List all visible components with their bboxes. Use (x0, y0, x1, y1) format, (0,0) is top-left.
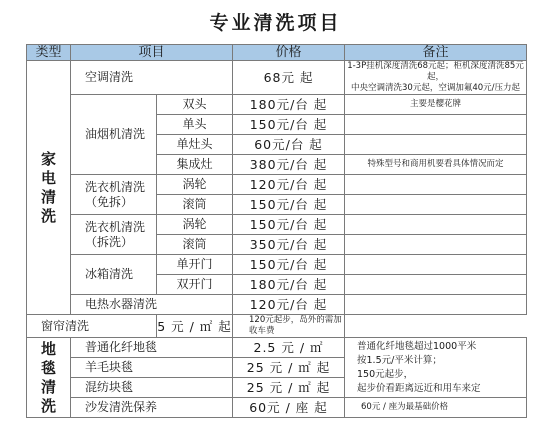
price-ac: 68元 起 (233, 61, 345, 95)
price-washer2-drum: 350元/台 起 (233, 235, 345, 255)
note-ac: 1-3P挂机深度清洗68元起；柜机深度清洗85元起， 中央空调清洗30元起，空调加氟40元/压力起 (345, 61, 527, 95)
category-carpet: 地 毯 清 洗 (27, 338, 71, 418)
note-hood-single (345, 115, 527, 135)
item-sofa: 沙发清洗保养 (71, 398, 233, 418)
table-row (27, 175, 527, 195)
table-row (27, 398, 527, 418)
table-row (27, 215, 527, 235)
table-row (27, 338, 527, 358)
note-washer2-drum (345, 235, 527, 255)
table-row (27, 61, 527, 95)
header-item: 项目 (71, 45, 233, 61)
header-note: 备注 (345, 45, 527, 61)
price-hood-double: 180元/台 起 (233, 95, 345, 115)
item-carpet-synthetic: 普通化纤地毯 (71, 338, 233, 358)
item-carpet-wool: 羊毛块毯 (71, 358, 233, 378)
sub-hood-single-stove: 单灶头 (157, 135, 233, 155)
price-hood-integrated: 380元/台 起 (233, 155, 345, 175)
item-water-heater: 电热水器清洗 (71, 295, 233, 315)
item-washer-nodisassemble: 洗衣机清洗 （免拆） (71, 175, 157, 215)
item-ac: 空调清洗 (71, 61, 233, 95)
item-hood: 油烟机清洗 (71, 95, 157, 175)
sub-hood-single: 单头 (157, 115, 233, 135)
note-hood-single-stove (345, 135, 527, 155)
note-fridge-single (345, 255, 527, 275)
sub-washer1-drum: 滚筒 (157, 195, 233, 215)
price-washer1-impeller: 120元/台 起 (233, 175, 345, 195)
sub-washer1-impeller: 涡轮 (157, 175, 233, 195)
price-table (26, 44, 527, 418)
table-row (27, 95, 527, 115)
sub-washer2-drum: 滚筒 (157, 235, 233, 255)
price-carpet-synthetic: 2.5 元 / ㎡ (233, 338, 345, 358)
price-water-heater: 120元/台 起 (233, 295, 345, 315)
sub-washer2-impeller: 涡轮 (157, 215, 233, 235)
category-home-appliance: 家 电 清 洗 (27, 61, 71, 315)
table-row (27, 255, 527, 275)
note-fridge-double (345, 275, 527, 295)
price-fridge-double: 180元/台 起 (233, 275, 345, 295)
note-washer1-drum (345, 195, 527, 215)
price-sofa: 60元 / 座 起 (233, 398, 345, 418)
price-carpet-blend: 25 元 / ㎡ 起 (233, 378, 345, 398)
note-curtain: 120元起步，岛外的需加收车费 (233, 315, 345, 338)
price-washer1-drum: 150元/台 起 (233, 195, 345, 215)
price-hood-single: 150元/台 起 (233, 115, 345, 135)
price-curtain: 5 元 / ㎡ 起 (157, 315, 233, 338)
table-header-row (27, 45, 527, 61)
note-washer1-impeller (345, 175, 527, 195)
price-fridge-single: 150元/台 起 (233, 255, 345, 275)
note-carpet: 普通化纤地毯超过1000平米 按1.5元/平米计算； 150元起步， 起步价看距离远近和用车来定 (345, 338, 527, 398)
page-title: 专业清洗项目 (209, 12, 342, 34)
note-sofa: 60元 / 座为最基础价格 (345, 398, 527, 418)
header-price: 价格 (233, 45, 345, 61)
header-type: 类型 (27, 45, 71, 61)
table-row (27, 315, 527, 338)
item-carpet-blend: 混纺块毯 (71, 378, 233, 398)
price-washer2-impeller: 150元/台 起 (233, 215, 345, 235)
sub-hood-double: 双头 (157, 95, 233, 115)
price-carpet-wool: 25 元 / ㎡ 起 (233, 358, 345, 378)
table-row (27, 295, 527, 315)
sub-hood-integrated: 集成灶 (157, 155, 233, 175)
sub-fridge-single: 单开门 (157, 255, 233, 275)
price-hood-single-stove: 60元/台 起 (233, 135, 345, 155)
note-hood-integrated: 特殊型号和商用机要看具体情况而定 (345, 155, 527, 175)
item-fridge: 冰箱清洗 (71, 255, 157, 295)
sub-fridge-double: 双开门 (157, 275, 233, 295)
note-hood-double: 主要是樱花牌 (345, 95, 527, 115)
item-curtain: 窗帘清洗 (27, 315, 157, 338)
item-washer-disassemble: 洗衣机清洗 （拆洗） (71, 215, 157, 255)
note-water-heater (345, 295, 527, 315)
note-washer2-impeller (345, 215, 527, 235)
